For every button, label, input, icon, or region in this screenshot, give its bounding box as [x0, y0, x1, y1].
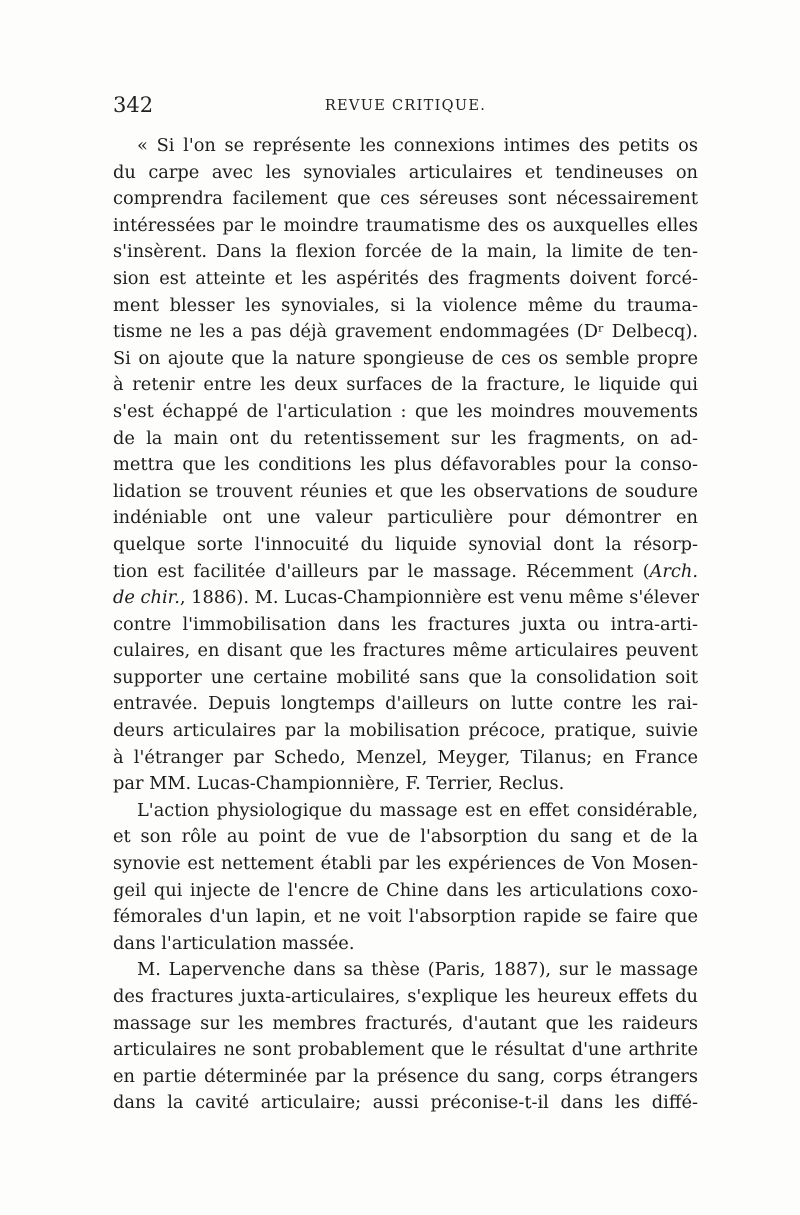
text-segment: , 1886). M. Lucas-Championnière est venu même s'élever: [179, 587, 700, 609]
text-line: entravée. Depuis longtemps d'ailleurs on lutte contre les rai-: [113, 693, 698, 715]
text-line: articulaires ne sont probablement que le résultat d'une arthrite: [113, 1039, 698, 1061]
text-line: « Si l'on se représente les connexions intimes des petits os: [137, 135, 698, 156]
text-segment: tion est facilitée d'ailleurs par le massage. Récemment (: [113, 560, 650, 582]
text-line: Si on ajoute que la nature spongieuse de ces os semble propre: [113, 347, 698, 369]
text-line: et son rôle au point de vue de l'absorption du sang et de la: [113, 826, 698, 848]
paragraph-2: [113, 798, 698, 958]
body-text: [113, 133, 698, 1117]
text-line: à l'étranger par Schedo, Menzel, Meyger, Tilanus; en France: [113, 746, 698, 768]
text-line: par MM. Lucas-Championnière, F. Terrier, Reclus.: [113, 773, 565, 795]
text-line: L'action physiologique du massage est en effet considérable,: [137, 799, 698, 821]
text-line: supporter une certaine mobilité sans que la consolidation soit: [113, 666, 698, 688]
text-line: fémorales d'un lapin, et ne voit l'absorption rapide se faire que: [113, 906, 698, 928]
text-line: contre l'immobilisation dans les fractures juxta ou intra-arti-: [113, 613, 698, 635]
text-line: M. Lapervenche dans sa thèse (Paris, 1887), sur le massage: [137, 959, 698, 981]
paragraph-1: [113, 133, 698, 798]
text-line: dans la cavité articulaire; aussi préconise-t-il dans les diffé-: [113, 1092, 698, 1114]
text-line: [113, 585, 698, 612]
text-line: massage sur les membres fracturés, d'autant que les raideurs: [113, 1012, 698, 1034]
text-line: geil qui injecte de l'encre de Chine dans les articulations coxo-: [113, 879, 698, 901]
header-title: REVUE CRITIQUE.: [324, 98, 487, 114]
text-line: quelque sorte l'innocuité du liquide synovial dont la résorp-: [113, 533, 698, 555]
text-line: en partie déterminée par la présence du sang, corps étrangers: [113, 1065, 698, 1087]
citation-journal: de chir.: [113, 587, 180, 609]
text-line: de la main ont du retentissement sur les fragments, on ad-: [113, 427, 698, 449]
paragraph-3: [113, 957, 698, 1117]
running-head: [113, 93, 698, 123]
text-line: du carpe avec les synoviales articulaires et tendineuses on: [113, 161, 698, 183]
text-line: dans l'articulation massée.: [113, 932, 355, 954]
text-line: s'est échappé de l'articulation : que les moindres mouvements: [113, 400, 698, 422]
text-line: mettra que les conditions les plus défavorables pour la conso-: [113, 454, 698, 476]
page-number: 342: [113, 93, 154, 117]
citation-journal: Arch.: [649, 560, 698, 582]
text-line: à retenir entre les deux surfaces de la fracture, le liquide qui: [113, 374, 698, 396]
text-line: des fractures juxta-articulaires, s'explique les heureux effets du: [113, 986, 698, 1007]
text-line: synovie est nettement établi par les expériences de Von Mosen-: [113, 853, 698, 875]
text-line: ment blesser les synoviales, si la violence même du trauma-: [113, 294, 698, 316]
text-line: sion est atteinte et les aspérités des fragments doivent forcé-: [113, 267, 698, 289]
text-line: deurs articulaires par la mobilisation précoce, pratique, suivie: [113, 720, 698, 742]
text-line: s'insèrent. Dans la flexion forcée de la main, la limite de ten-: [113, 241, 698, 263]
text-line: culaires, en disant que les fractures même articulaires peuvent: [113, 640, 698, 662]
text-line: indéniable ont une valeur particulière pour démontrer en: [113, 507, 698, 529]
text-line: tisme ne les a pas déjà gravement endommagées (Dʳ Delbecq).: [113, 321, 698, 343]
text-line: comprendra facilement que ces séreuses sont nécessairement: [113, 188, 698, 210]
text-line: intéressées par le moindre traumatisme des os auxquelles elles: [113, 214, 698, 236]
text-line: lidation se trouvent réunies et que les observations de soudure: [113, 480, 698, 502]
text-line: [113, 559, 698, 586]
